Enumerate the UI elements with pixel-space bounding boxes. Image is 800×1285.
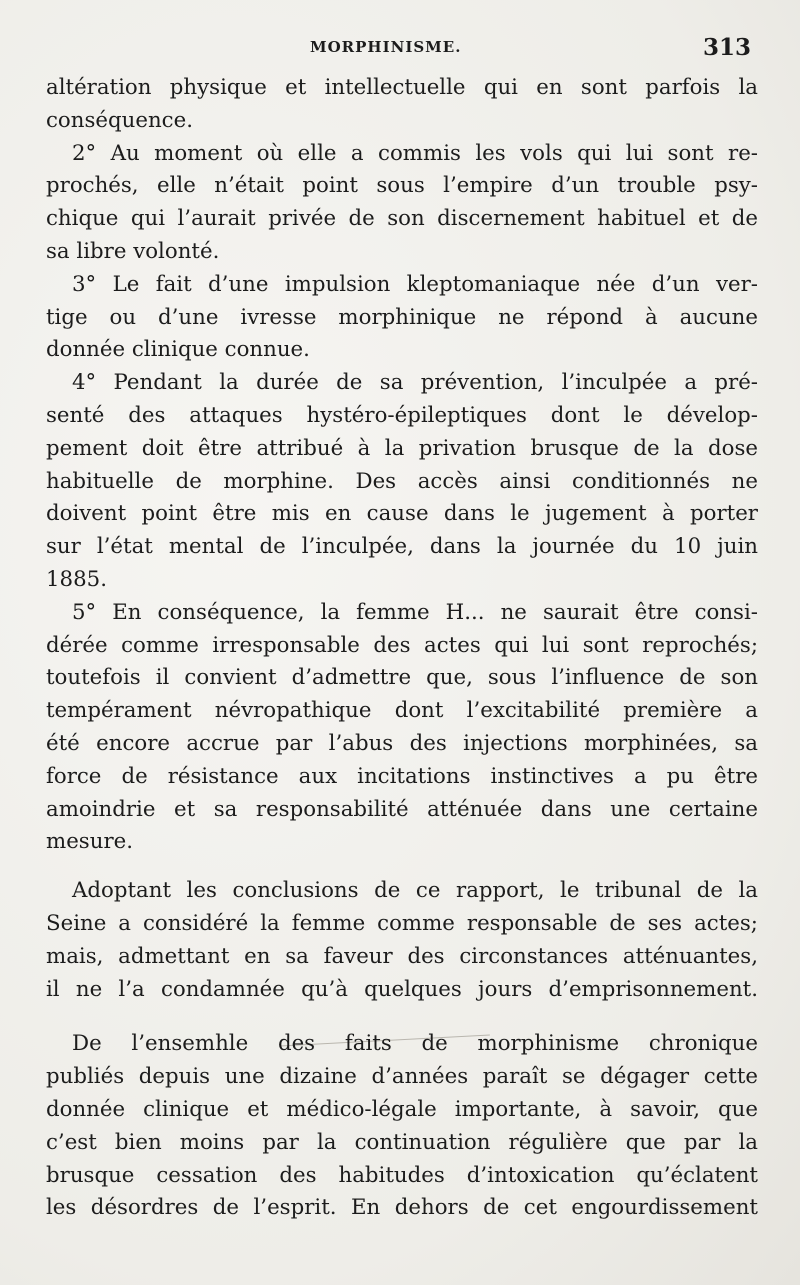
text-line: dérée comme irresponsable des actes qui lui sont reprochés; xyxy=(46,632,758,658)
text-line: senté des attaques hystéro-épileptiques dont le dévelop- xyxy=(46,402,758,428)
paragraph-spacer xyxy=(46,1006,758,1028)
paragraph-point-5 xyxy=(46,597,758,859)
text-line: donnée clinique et médico-légale importante, à savoir, que xyxy=(46,1096,758,1122)
text-line: 5° En conséquence, la femme H... ne saurait être consi- xyxy=(72,599,758,625)
text-line: tige ou d’une ivresse morphinique ne répond à aucune xyxy=(46,304,758,330)
page-number: 313 xyxy=(703,34,752,61)
text-line: sa libre volonté. xyxy=(46,238,220,264)
text-line: sur l’état mental de l’inculpée, dans la journée du 10 juin xyxy=(46,534,758,560)
paragraph-point-2 xyxy=(46,138,758,269)
text-line: chique qui l’aurait privée de son discernement habituel et de xyxy=(46,206,758,232)
text-line: c’est bien moins par la continuation régulière que par la xyxy=(46,1129,758,1155)
text-line: tempérament névropathique dont l’excitabilité première a xyxy=(46,698,758,724)
paragraph-spacer xyxy=(46,859,758,875)
paragraph-point-3 xyxy=(46,269,758,367)
text-line: publiés depuis une dizaine d’années paraît se dégager cette xyxy=(46,1064,758,1090)
text-line: amoindrie et sa responsabilité atténuée dans une certaine xyxy=(46,796,758,822)
paragraph-point-4 xyxy=(46,367,758,597)
text-line: mais, admettant en sa faveur des circonstances atténuantes, xyxy=(46,943,758,969)
text-line: force de résistance aux incitations instinctives a pu être xyxy=(46,763,758,789)
text-line: 4° Pendant la durée de sa prévention, l’inculpée a pré- xyxy=(72,370,758,396)
text-line: conséquence. xyxy=(46,107,193,133)
running-head: MORPHINISME. xyxy=(310,38,462,56)
text-line: Adoptant les conclusions de ce rapport, le tribunal de la xyxy=(72,878,758,904)
paragraph-conclusion xyxy=(46,1028,758,1225)
text-line: 1885. xyxy=(46,566,107,592)
text-line: toutefois il convient d’admettre que, sous l’influence de son xyxy=(46,665,758,691)
text-line: Seine a considéré la femme comme responsable de ses actes; xyxy=(46,910,758,936)
paragraph-continuation xyxy=(46,72,758,138)
body-text xyxy=(46,72,758,1225)
paragraph-verdict xyxy=(46,875,758,1006)
text-line: altération physique et intellectuelle qui en sont parfois la xyxy=(46,75,758,100)
text-line: les désordres de l’esprit. En dehors de cet engourdissement xyxy=(46,1195,758,1221)
text-line: il ne l’a condamnée qu’à quelques jours d’emprisonnement. xyxy=(46,976,758,1002)
text-line: 3° Le fait d’une impulsion kleptomaniaque née d’un ver- xyxy=(72,271,758,297)
text-line: donnée clinique connue. xyxy=(46,337,310,363)
text-line: De l’ensemhle des faits de morphinisme chronique xyxy=(72,1031,758,1057)
text-line: brusque cessation des habitudes d’intoxication qu’éclatent xyxy=(46,1162,758,1188)
page-header xyxy=(0,34,800,64)
text-line: prochés, elle n’était point sous l’empire d’un trouble psy- xyxy=(46,173,758,199)
text-line: pement doit être attribué à la privation brusque de la dose xyxy=(46,435,758,461)
text-line: 2° Au moment où elle a commis les vols qui lui sont re- xyxy=(72,140,758,166)
text-line: habituelle de morphine. Des accès ainsi conditionnés ne xyxy=(46,468,758,494)
text-line: été encore accrue par l’abus des injections morphinées, sa xyxy=(46,730,758,756)
text-line: doivent point être mis en cause dans le jugement à porter xyxy=(46,501,758,527)
text-line: mesure. xyxy=(46,829,133,855)
